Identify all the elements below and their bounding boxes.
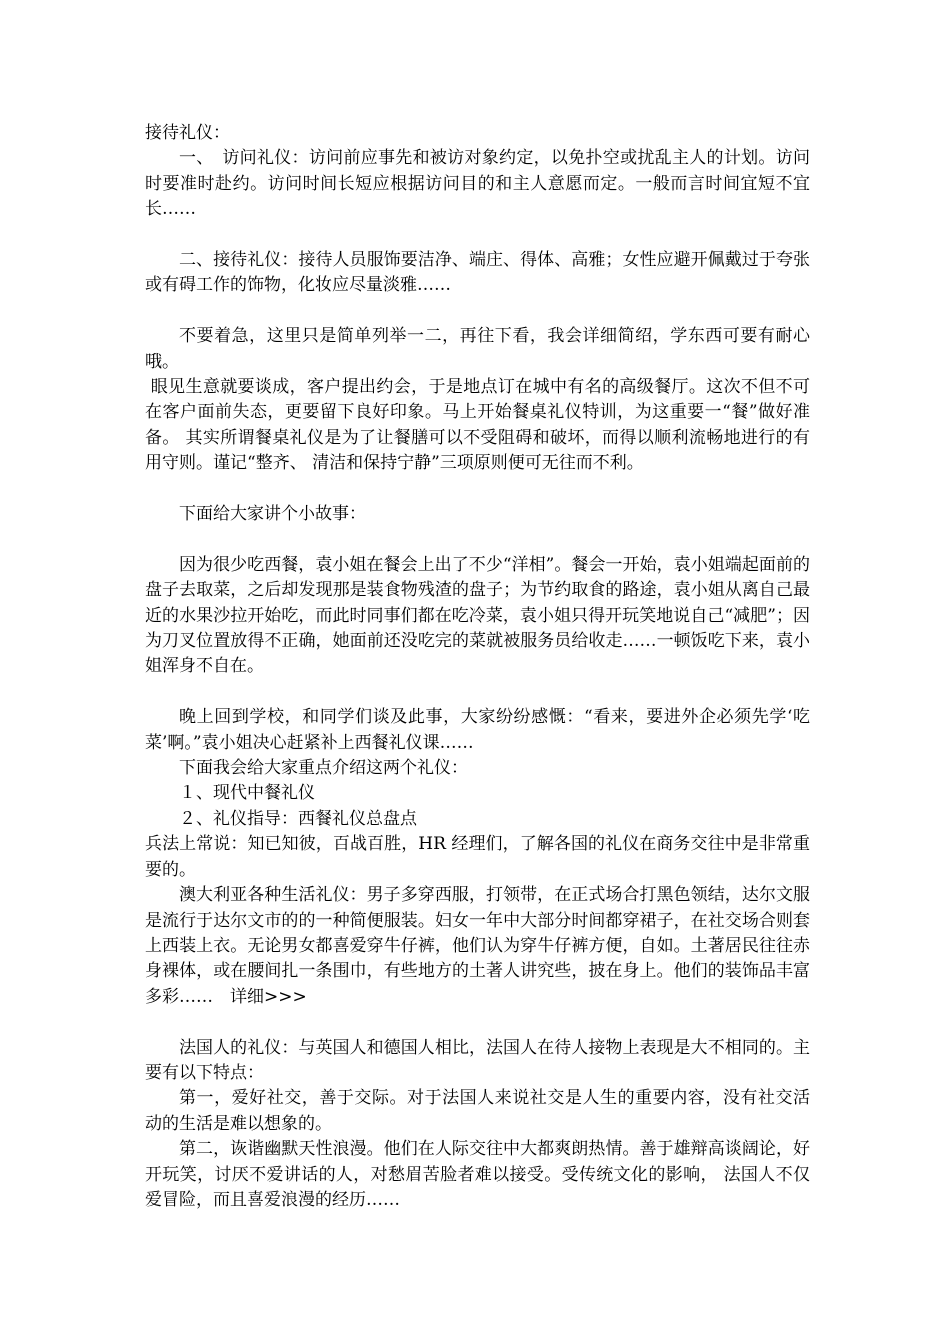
list-item: ２、礼仪指导：西餐礼仪总盘点: [179, 808, 417, 829]
spacer: [145, 477, 810, 502]
document-body: [145, 121, 816, 1213]
paragraph-story: 因为很少吃西餐，袁小姐在餐会上出了不少“洋相”。餐会一开始，袁小姐端起面前的盘子去取菜，之后却发现那是装食物残渣的盘子；为节约取食的路途，袁小姐从离自己最近的水果沙拉开始吃，而此时同事们都在吃冷菜，袁小姐只得开玩笑地说自己“减肥”；因为刀叉位置放得不正确，她面前还没吃完的菜就被服务员给收走……一顿饭吃下来，袁小姐浑身不自在。: [145, 554, 810, 677]
paragraph-story-ending: 晚上回到学校，和同学们谈及此事，大家纷纷感慨：“看来，要进外企必须先学‘吃菜’啊。”袁小姐决心赶紧补上西餐礼仪课……: [145, 707, 810, 753]
spacer: [145, 299, 810, 324]
list-item: １、现代中餐礼仪: [179, 783, 315, 804]
paragraph-france-point-2: 第二，诙谐幽默天性浪漫。他们在人际交往中大都爽朗热情。善于雄辩高谈阔论，好开玩笑，讨厌不爱讲话的人，对愁眉苦脸者难以接受。受传统文化的影响， 法国人不仅爱冒险，而且喜爱浪漫的经历……: [145, 1139, 810, 1210]
spacer: [145, 1010, 810, 1035]
spacer: [145, 223, 810, 248]
paragraph-reception-etiquette: 二、接待礼仪：接待人员服饰要洁净、端庄、得体、高雅；女性应避开佩戴过于夸张或有碍工作的饰物，化妆应尽量淡雅……: [145, 250, 810, 296]
paragraph-australia-etiquette: [145, 883, 810, 1010]
paragraph-visit-etiquette: 一、 访问礼仪：访问前应事先和被访对象约定，以免扑空或扰乱主人的计划。访问时要准时赴约。访问时间长短应根据访问目的和主人意愿而定。一般而言时间宜短不宜长……: [145, 148, 810, 220]
paragraph-france-point-1: 第一，爱好社交，善于交际。对于法国人来说社交是人生的重要内容，没有社交活 动的生活是难以想象的。: [145, 1088, 816, 1134]
spacer: [145, 680, 810, 705]
australia-text: 澳大利亚各种生活礼仪：男子多穿西服，打领带，在正式场合打黑色领结，达尔文服是流行于达尔文市的的一种简便服装。妇女一年中大部分时间都穿裙子，在社交场合则套上西装上衣。无论男女都喜爱穿牛仔裤，他们认为穿牛仔裤方便，自如。土著居民往往赤身裸体，或在腰间扎一条围巾，有些地方的土著人讲究些，披在身上。他们的装饰品丰富多彩……: [145, 885, 810, 1007]
paragraph-list-intro: 下面我会给大家重点介绍这两个礼仪：: [179, 758, 468, 779]
paragraph-dining-etiquette: 眼见生意就要谈成，客户提出约会，于是地点订在城中有名的高级餐厅。这次不但不可在客户面前失态，更要留下良好印象。马上开始餐桌礼仪特训，为这重要一“餐”做好准备。 其实所谓餐桌礼仪是为了让餐膳可以不受阻碍和破坏，而得以顺利流畅地进行的有用守则。谨记“整齐、 清洁和保持宁静”三项原则便可无往而不利。: [145, 377, 810, 474]
paragraph-hr-note: 兵法上常说：知已知彼，百战百胜，HR 经理们，了解各国的礼仪在商务交往中是非常重要的。: [145, 834, 810, 880]
details-link[interactable]: 详细>>>: [213, 986, 307, 1007]
spacer: [145, 527, 810, 552]
paragraph-intro-note: 不要着急，这里只是简单列举一二，再往下看，我会详细简绍，学东西可要有耐心哦。: [145, 326, 810, 372]
paragraph-story-intro: 下面给大家讲个小故事：: [179, 504, 366, 525]
section-heading: 接待礼仪：: [145, 123, 230, 143]
paragraph-france-etiquette: 法国人的礼仪：与英国人和德国人相比，法国人在待人接物上表现是大不相同的。主要有以下特点：: [145, 1037, 810, 1083]
